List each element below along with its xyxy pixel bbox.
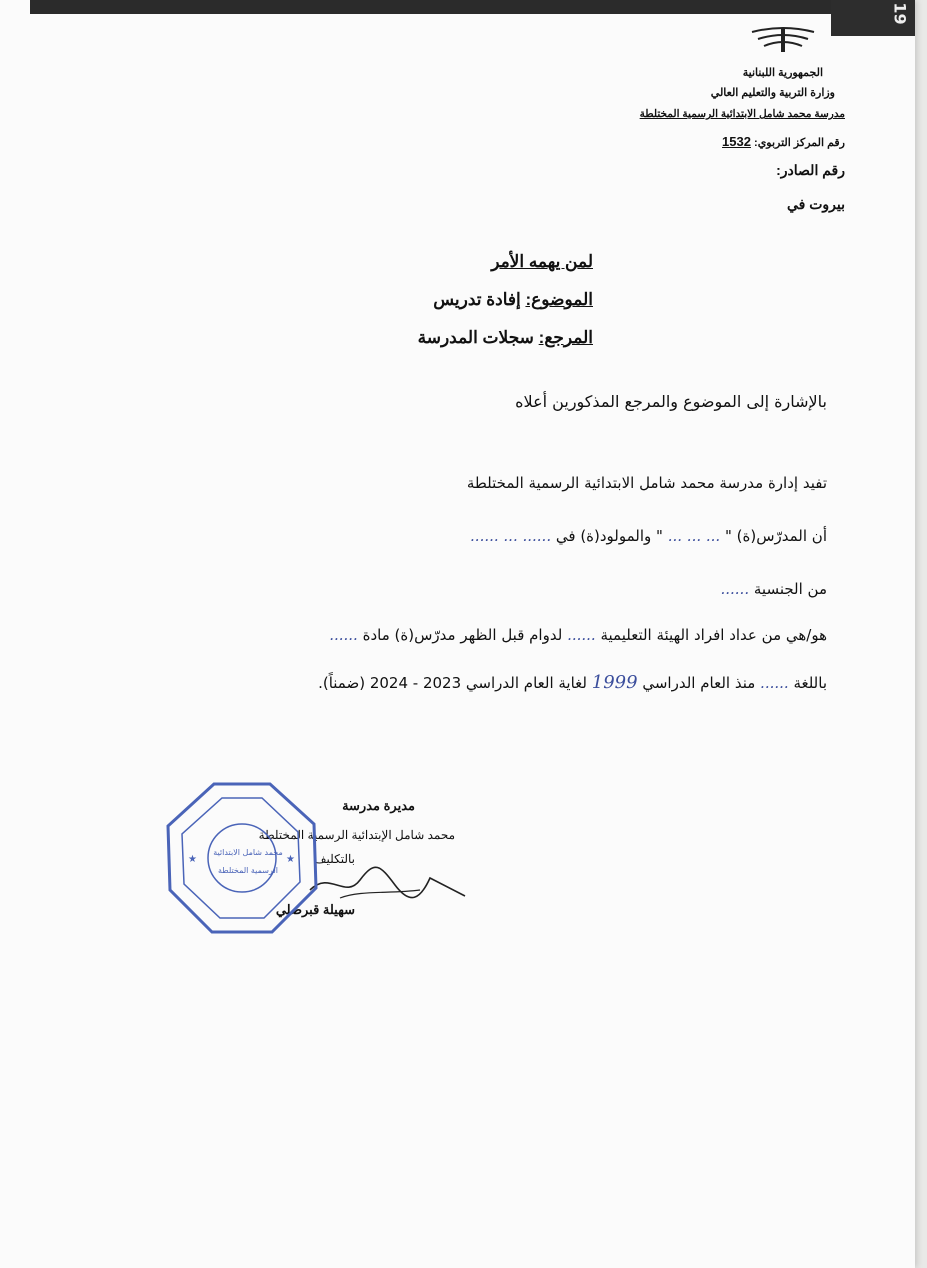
subject-value: إفادة تدريس (433, 290, 521, 309)
corner-number: 19 (890, 2, 910, 25)
language-label: باللغة (793, 674, 827, 692)
stamp-text-line-2: الرسمية المختلطة (217, 866, 278, 875)
reference-line (418, 328, 593, 348)
subject-line (433, 290, 593, 310)
staff-label: هو/هي من عداد افراد الهيئة التعليمية (600, 626, 827, 644)
subject-label: الموضوع: (525, 290, 593, 309)
teacher-label: أن المدرّس(ة) " (724, 527, 827, 545)
nationality-handwritten: ...... (720, 580, 750, 598)
header-ministry: وزارة التربية والتعليم العالي (710, 87, 835, 99)
since-label: منذ العام الدراسي (642, 674, 756, 692)
header-school: مدرسة محمد شامل الابتدائية الرسمية المختلطة (639, 108, 845, 120)
language-handwritten: ...... (760, 674, 789, 692)
header-center (722, 134, 845, 149)
born-label: " والمولود(ة) في (555, 527, 663, 545)
svg-text:★: ★ (286, 854, 295, 865)
stamp-text-line-1: محمد شامل الابتدائية (213, 848, 283, 857)
svg-text:★: ★ (188, 854, 197, 865)
scan-edge (30, 0, 845, 14)
intro-paragraph: بالإشارة إلى الموضوع والمرجع المذكورين أعلاه (515, 392, 827, 411)
until-label: لغاية العام الدراسي 2023 - 2024 (ضمناً). (318, 674, 587, 692)
since-year-handwritten: 1999 (591, 672, 638, 693)
subject-handwritten: ...... (329, 626, 358, 644)
body-line-4 (329, 626, 827, 644)
issue-number-label: رقم الصادر: (776, 162, 845, 178)
reference-value: سجلات المدرسة (417, 328, 534, 347)
nationality-label: من الجنسية (753, 580, 827, 598)
body-line-1: تفيد إدارة مدرسة محمد شامل الابتدائية الرسمية المختلطة (466, 474, 827, 492)
body-line-3 (720, 580, 827, 598)
corner-tab (831, 0, 915, 36)
ministry-logo-icon (748, 22, 818, 54)
signature-title-2: محمد شامل الإبتدائية الرسمية المختلطة (258, 828, 455, 842)
stamp-center-text (208, 844, 288, 880)
beirut-date-label: بيروت في (786, 196, 845, 212)
subject-taught-label: لدوام قبل الظهر مدرّس(ة) مادة (362, 626, 563, 644)
signature-scribble-icon (300, 860, 470, 910)
addressee: لمن يهمه الأمر (491, 252, 593, 271)
signature-title-1: مديرة مدرسة (342, 798, 415, 813)
header-republic: الجمهورية اللبنانية (742, 67, 823, 79)
center-label: رقم المركز التربوي: (754, 137, 845, 149)
birthplace-date-handwritten: ...... ... ...... (470, 527, 552, 545)
signature-name: سهيلة قبرصلي (275, 902, 355, 917)
body-line-2 (470, 527, 827, 545)
reference-label: المرجع: (538, 328, 593, 347)
status-handwritten: ...... (567, 626, 596, 644)
center-number: 1532 (722, 134, 751, 149)
body-line-5 (318, 672, 827, 693)
teacher-name-handwritten: ... ... ... (667, 527, 721, 545)
signature-title-3: بالتكليف (314, 852, 355, 866)
